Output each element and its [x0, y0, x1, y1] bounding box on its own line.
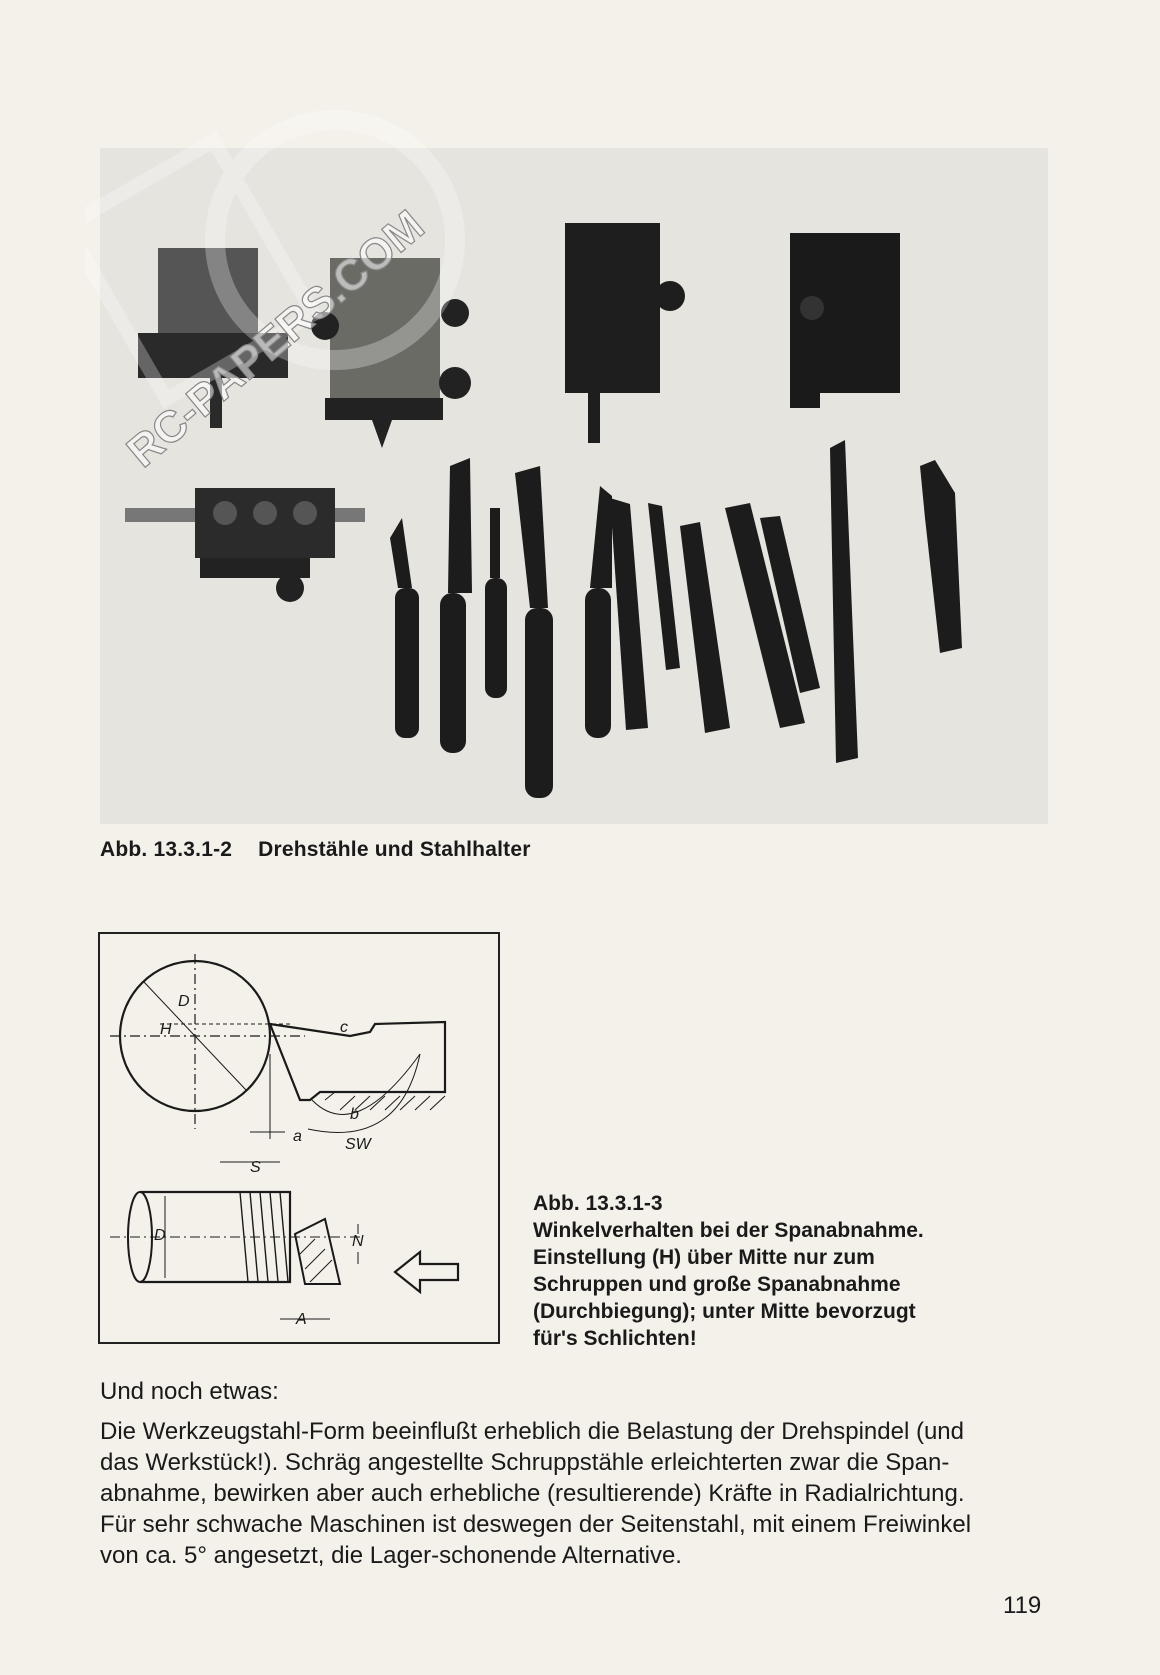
figure-caption-2	[533, 1190, 1003, 1352]
label-a: a	[293, 1128, 302, 1145]
paragraph-line: das Werkstück!). Schräg angestellte Schruppstähle erleichterten zwar die Span-	[100, 1449, 950, 1476]
paragraph-line: Die Werkzeugstahl-Form beeinflußt erheblich die Belastung der Drehspindel (und	[100, 1418, 964, 1445]
figure-label-1: Abb. 13.3.1-2	[100, 838, 233, 861]
angle-diagram-drawing	[100, 934, 498, 1342]
paragraph-line: von ca. 5° angesetzt, die Lager-schonende Alternative.	[100, 1542, 682, 1569]
caption-line: Schruppen und große Spanabnahme	[533, 1273, 901, 1296]
label-N: N	[352, 1233, 364, 1250]
label-H: H	[160, 1021, 172, 1038]
paragraph-line: abnahme, bewirken aber auch erhebliche (resultierende) Kräfte in Radialrichtung.	[100, 1480, 965, 1507]
label-b: b	[350, 1106, 359, 1123]
label-D-side: D	[154, 1227, 166, 1244]
tool-holder-4	[790, 233, 900, 408]
figure-title-1: Drehstähle und Stahlhalter	[258, 838, 531, 861]
watermark-text: RC-PAPERS.COM	[117, 200, 434, 477]
watermark-stamp	[85, 90, 505, 510]
label-S: S	[250, 1159, 261, 1176]
figure-label-2: Abb. 13.3.1-3	[533, 1192, 663, 1215]
caption-line: (Durchbiegung); unter Mitte bevorzugt	[533, 1300, 916, 1323]
label-SW: SW	[345, 1136, 371, 1153]
paragraph-line: Für sehr schwache Maschinen ist deswegen der Seitenstahl, mit einem Freiwinkel	[100, 1511, 972, 1538]
caption-line: Winkelverhalten bei der Spanabnahme.	[533, 1219, 924, 1242]
label-A: A	[296, 1311, 307, 1328]
body-paragraph	[100, 1416, 1060, 1571]
figure-caption-1	[100, 838, 531, 862]
caption-line: Einstellung (H) über Mitte nur zum	[533, 1246, 875, 1269]
section-heading: Und noch etwas:	[100, 1378, 279, 1405]
label-D-top: D	[178, 993, 190, 1010]
feed-arrow-icon	[395, 1252, 458, 1292]
label-c: c	[340, 1019, 348, 1036]
page-number: 119	[1003, 1592, 1042, 1619]
caption-line: für's Schlichten!	[533, 1327, 697, 1350]
angle-diagram	[98, 932, 500, 1344]
